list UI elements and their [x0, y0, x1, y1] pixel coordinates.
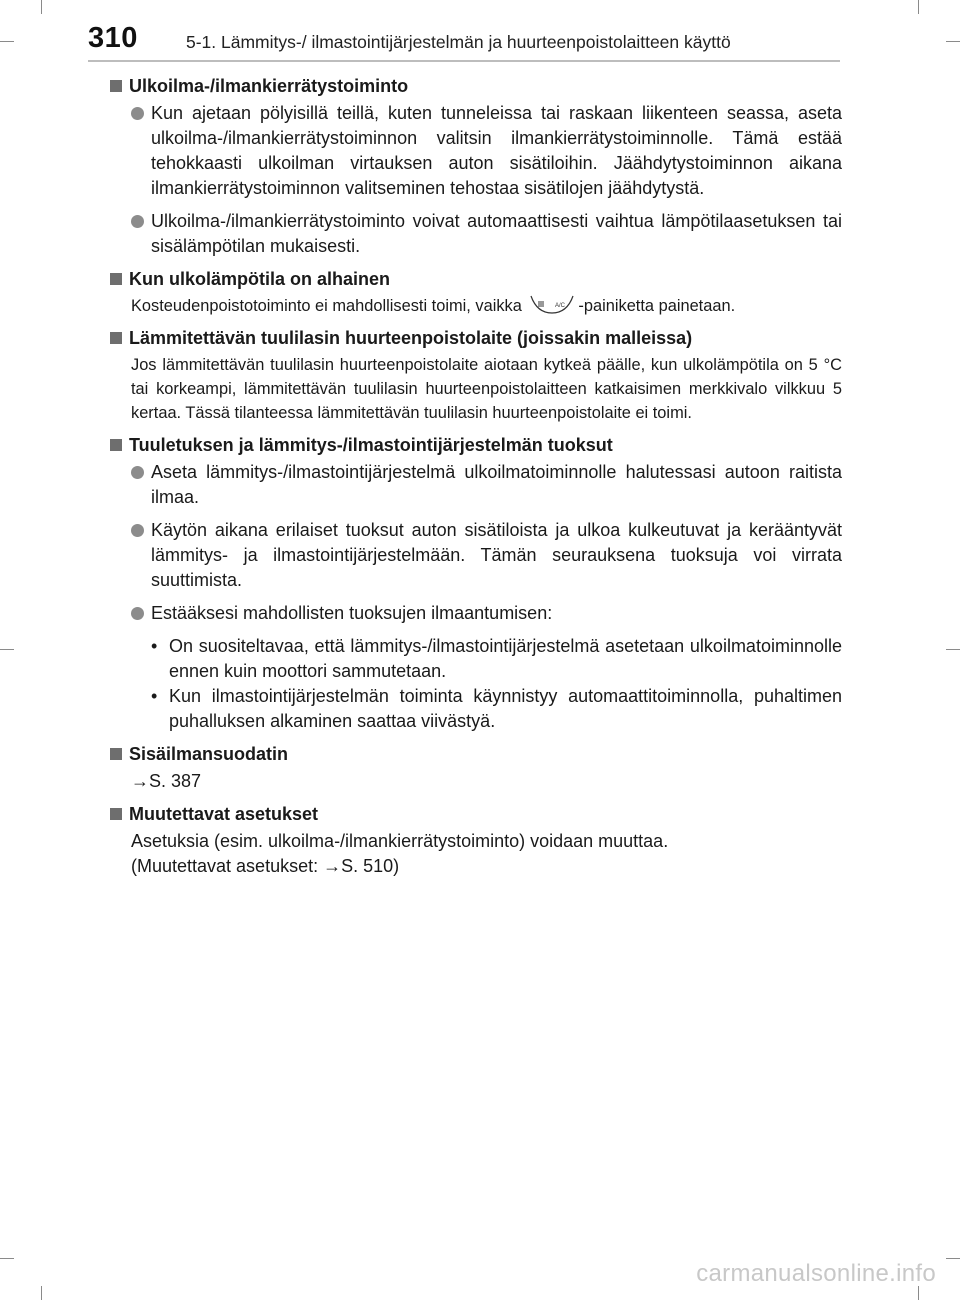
section-heading [110, 742, 842, 767]
round-bullet-icon [131, 215, 144, 228]
section-cabin-air-filter [110, 742, 842, 794]
heading-text: Muutettavat asetukset [129, 804, 319, 824]
section-heading [110, 802, 842, 827]
sub-list-item [151, 634, 842, 684]
page-number: 310 [88, 22, 138, 54]
list-item [110, 601, 842, 626]
round-bullet-icon [131, 607, 144, 620]
square-bullet-icon [110, 332, 122, 344]
fan-symbol-icon [538, 302, 544, 306]
sub-bullet-icon: • [151, 636, 158, 656]
text-after-button: -painiketta painetaan. [578, 297, 736, 315]
section-body [110, 294, 842, 318]
crop-mark [918, 0, 919, 14]
square-bullet-icon [110, 80, 122, 92]
list-item [110, 209, 842, 259]
header-rule [88, 60, 840, 62]
section-odors [110, 433, 842, 734]
page-content [110, 74, 842, 887]
crop-mark [0, 649, 14, 650]
list-item [110, 518, 842, 593]
section-heading [110, 74, 842, 99]
item-text: Käytön aikana erilaiset tuoksut auton sisätiloista ja ulkoa kulkeutuvat ja kerääntyvät lämmitys- ja ilmastointijärjestelmään. Tämän seurauksena tuoksuja voi virrata suuttimista. [151, 520, 842, 590]
round-bullet-icon [131, 466, 144, 479]
heading-text: Ulkoilma-/ilmankierrätystoiminto [129, 76, 409, 96]
section-heated-windshield-defogger [110, 326, 842, 425]
section-heading [110, 433, 842, 458]
body-line: Asetuksia (esim. ulkoilma-/ilmankierrätystoiminto) voidaan muuttaa. [131, 831, 669, 851]
sub-list-item [151, 684, 842, 734]
watermark: carmanualsonline.info [696, 1260, 936, 1287]
crop-mark [41, 1286, 42, 1300]
section-heading [110, 326, 842, 351]
page-header [0, 22, 960, 62]
ac-button-label: A/C [555, 303, 566, 309]
item-text: Ulkoilma-/ilmankierrätystoiminto voivat automaattisesti vaihtua lämpötilaasetuksen tai sisälämpötilan mukaisesti. [151, 211, 842, 256]
list-item [110, 101, 842, 201]
crop-mark [0, 1258, 14, 1259]
list-item [110, 460, 842, 510]
section-heading [110, 267, 842, 292]
heading-text: Kun ulkolämpötila on alhainen [129, 269, 391, 289]
section-customizable-settings [110, 802, 842, 879]
round-bullet-icon [131, 107, 144, 120]
heading-text: Tuuletuksen ja lämmitys-/ilmastointijärjestelmän tuoksut [129, 435, 613, 455]
text-before-button: Kosteudenpoistotoiminto ei mahdollisesti toimi, vaikka [131, 297, 527, 315]
square-bullet-icon [110, 748, 122, 760]
sub-item-text: Kun ilmastointijärjestelmän toiminta käynnistyy automaattitoiminnolla, puhaltimen puhalluksen alkaminen saattaa viivästyä. [169, 686, 842, 731]
crop-mark [41, 0, 42, 14]
page-reference-link[interactable]: →S. 387 [131, 771, 202, 791]
square-bullet-icon [110, 273, 122, 285]
sub-bullet-icon: • [151, 686, 158, 706]
crop-mark [946, 1258, 960, 1259]
square-bullet-icon [110, 808, 122, 820]
chapter-title: 5-1. Lämmitys-/ ilmastointijärjestelmän ja huurteenpoistolaitteen käyttö [186, 32, 731, 52]
section-body [110, 829, 842, 879]
crop-mark [946, 649, 960, 650]
section-outside-air-recirculation [110, 74, 842, 259]
heading-text: Lämmitettävän tuulilasin huurteenpoistolaite (joissakin malleissa) [129, 328, 693, 348]
ac-button-icon [529, 295, 575, 315]
sub-list [110, 634, 842, 734]
crop-mark [918, 1286, 919, 1300]
square-bullet-icon [110, 439, 122, 451]
item-text: Estääksesi mahdollisten tuoksujen ilmaantumisen: [151, 603, 553, 623]
item-text: Kun ajetaan pölyisillä teillä, kuten tunneleissa tai raskaan liikenteen seassa, aseta ulkoilma-/ilmankierrätystoiminnon valitsin ilmankierrätystoiminnolle. Tämä estää tehokkaasti ulkoilman virtauksen auton sisätiloihin. Jäähdytystoiminnon aikana ilmankierrätystoiminnon valitseminen tehostaa sisätilojen jäähdytystä. [151, 103, 842, 198]
round-bullet-icon [131, 524, 144, 537]
item-text: Aseta lämmitys-/ilmastointijärjestelmä ulkoilmatoiminnolle halutessasi autoon raitista ilmaa. [151, 462, 842, 507]
sub-item-text: On suositeltavaa, että lämmitys-/ilmastointijärjestelmä asetetaan ulkoilmatoiminnolle ennen kuin moottori sammutetaan. [169, 636, 842, 681]
heading-text: Sisäilmansuodatin [129, 744, 289, 764]
section-body: Jos lämmitettävän tuulilasin huurteenpoistolaite aiotaan kytkeä päälle, kun ulkolämpötila on 5 °C tai korkeampi, lämmitettävän tuulilasin huurteenpoistolaitteen katkaisimen merkkivalo vilkkuu 5 kertaa. Tässä tilanteessa lämmitettävän tuulilasin huurteenpoistolaite ei toimi. [131, 356, 842, 422]
section-low-outside-temperature [110, 267, 842, 318]
page-reference-link[interactable]: (Muutettavat asetukset: →S. 510) [131, 856, 400, 876]
